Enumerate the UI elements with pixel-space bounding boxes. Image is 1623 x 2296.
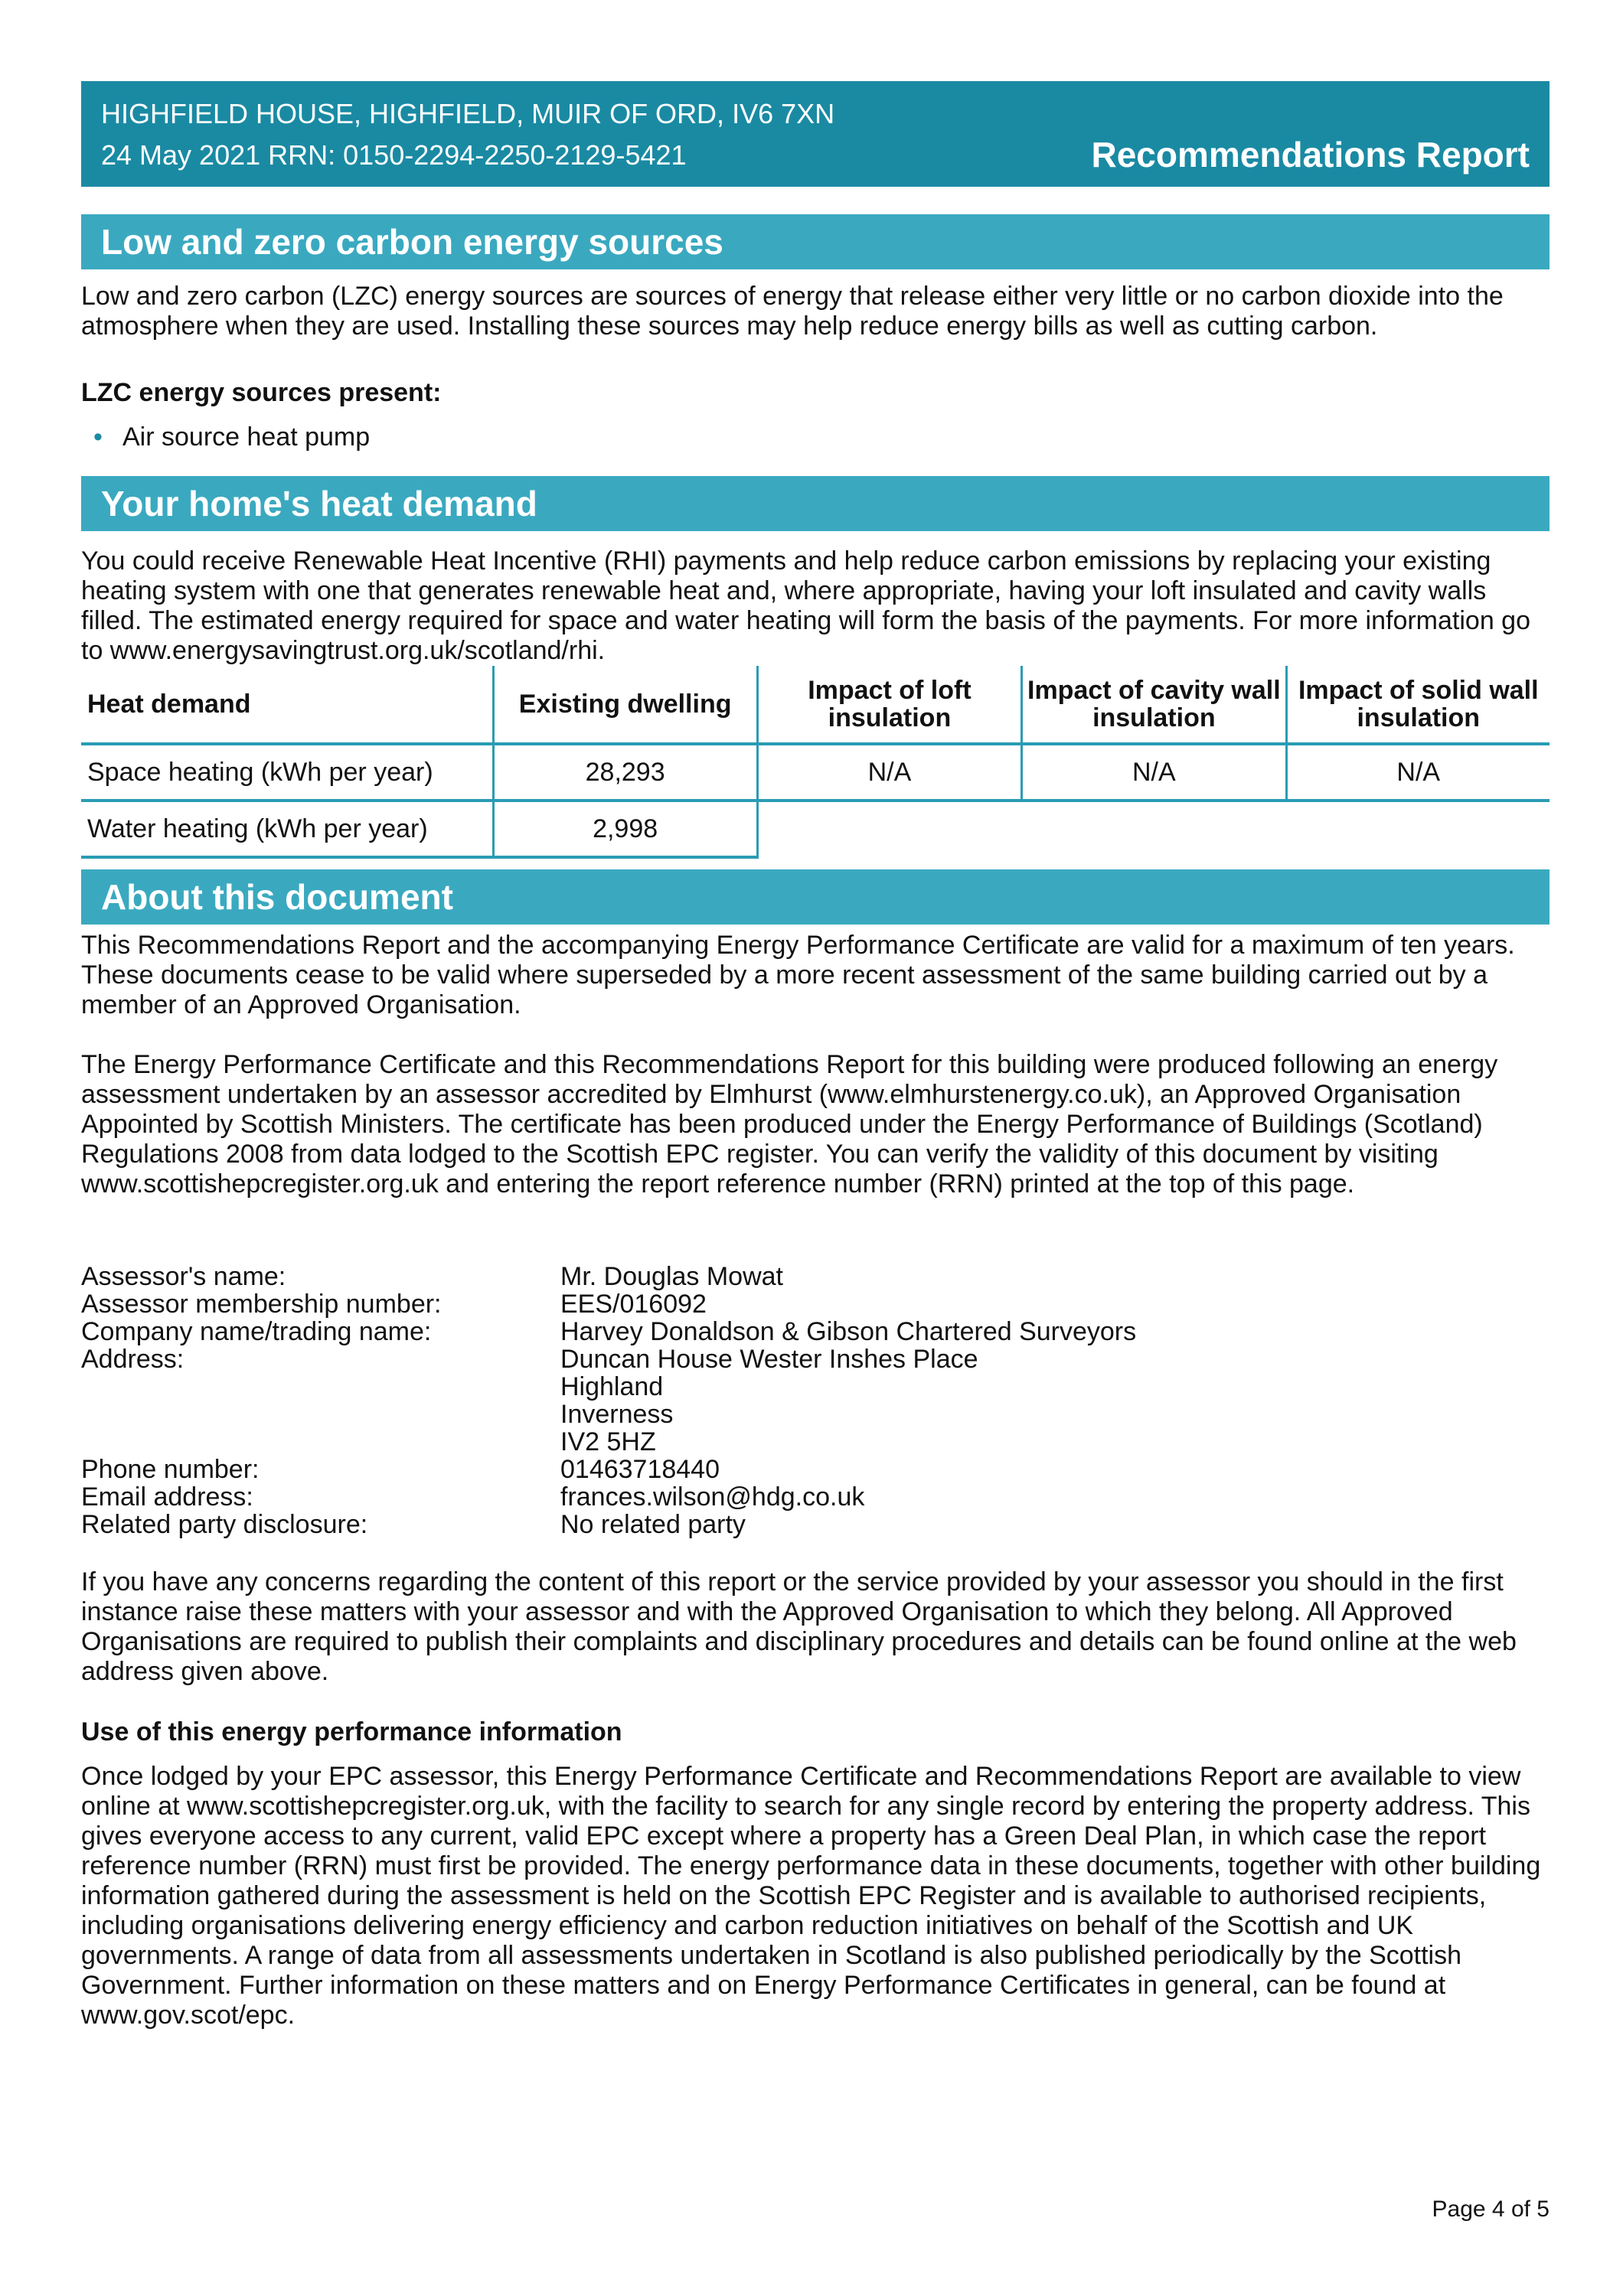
address-line: Highland: [560, 1372, 664, 1401]
assessor-details: [81, 1263, 1136, 1538]
address-line: Inverness: [560, 1400, 674, 1429]
assessor-name-label: Assessor's name:: [81, 1262, 286, 1291]
related-party-disclosure: No related party: [560, 1510, 746, 1539]
about-paragraph-1: This Recommendations Report and the accompanying Energy Performance Certificate are valid for a maximum of ten years. These documents cease to be valid where superseded by a more recent assessment of the same building carried out by a member of an Approved Organisation.: [81, 931, 1515, 1019]
date-rrn: 24 May 2021 RRN: 0150-2294-2250-2129-5421: [101, 139, 687, 171]
heat-demand-table: [81, 666, 1550, 859]
membership-label: Assessor membership number:: [81, 1290, 442, 1319]
lzc-intro: Low and zero carbon (LZC) energy sources are sources of energy that release either very little or no carbon dioxide into the atmosphere when they are used. Installing these sources may help reduce energy bills as well as cutting carbon.: [81, 282, 1504, 341]
email-address: frances.wilson@hdg.co.uk: [560, 1482, 865, 1512]
email-label: Email address:: [81, 1482, 253, 1512]
assessor-name: Mr. Douglas Mowat: [560, 1262, 783, 1291]
table-header-row: [81, 666, 1550, 744]
lzc-present-label: LZC energy sources present:: [81, 378, 442, 407]
about-paragraph-4: Once lodged by your EPC assessor, this Energy Performance Certificate and Recommendations Report are available to view online at www.scottishepcregister.org.uk, with the facility to search for any single record by entering the property address. This gives everyone access to any current, valid EPC except where a property has a Green Deal Plan, in which case the report reference number (RRN) must first be provided. The energy performance data in these documents, together with other building information gathered during the assessment is held on the Scottish EPC Register and is available to authorised recipients, including organisations delivering energy efficiency and carbon reduction initiatives on behalf of the Scottish and UK governments. A range of data from all assessments undertaken in Scotland is also published periodically by the Scottish Government. Further information on these matters and on Energy Performance Certificates in general, can be found at www.gov.scot/epc.: [81, 1762, 1541, 2030]
section-heading-about: About this document: [81, 869, 1550, 925]
loft-value: N/A: [757, 744, 1021, 801]
section-heading-heat-demand: Your home's heat demand: [81, 476, 1550, 531]
address-label: Address:: [81, 1345, 185, 1374]
page-number: Page 4 of 5: [1432, 2197, 1550, 2222]
existing-value: 2,998: [493, 801, 757, 857]
solid-value: N/A: [1286, 744, 1550, 801]
report-header-bar: [81, 81, 1550, 187]
address-line: IV2 5HZ: [560, 1427, 656, 1456]
existing-value: 28,293: [493, 744, 757, 801]
report-title: Recommendations Report: [1091, 135, 1530, 174]
about-paragraph-3: If you have any concerns regarding the content of this report or the service provided by your assessor you should in the first instance raise these matters with your assessor and with the Approved Organisation to which they belong. All Approved Organisations are required to publish their complaints and disciplinary procedures and details can be found online at the web address given above.: [81, 1567, 1517, 1686]
column-header: Impact of cavity wall insulation: [1022, 666, 1286, 744]
lzc-list-item: • Air source heat pump: [93, 422, 371, 452]
row-label: Space heating (kWh per year): [81, 744, 493, 801]
bullet-dot-icon: •: [93, 422, 103, 452]
heat-demand-intro: You could receive Renewable Heat Incentive (RHI) payments and help reduce carbon emissions by replacing your existing heating system with one that generates renewable heat and, where appropriate, having your loft insulated and cavity walls filled. The estimated energy required for space and water heating will form the basis of the payments. For more information go to www.energysavingtrust.org.uk/scotland/rhi.: [81, 546, 1530, 665]
column-header: Impact of solid wall insulation: [1286, 666, 1550, 744]
property-address: HIGHFIELD HOUSE, HIGHFIELD, MUIR OF ORD, IV6 7XN: [101, 98, 835, 129]
company-name: Harvey Donaldson & Gibson Chartered Surveyors: [560, 1317, 1137, 1346]
use-heading: Use of this energy performance information: [81, 1717, 622, 1746]
about-paragraph-2: The Energy Performance Certificate and this Recommendations Report for this building were produced following an energy assessment undertaken by an assessor accredited by Elmhurst (www.elmhurstenergy.co.uk), an Approved Organisation Appointed by Scottish Ministers. The certificate has been produced under the Energy Performance of Buildings (Scotland) Regulations 2008 from data lodged to the Scottish EPC register. You can verify the validity of this document by visiting www.scottishepcregister.org.uk and entering the report reference number (RRN) printed at the top of this page.: [81, 1050, 1498, 1199]
cavity-value: N/A: [1022, 744, 1286, 801]
phone-number: 01463718440: [560, 1455, 720, 1484]
address-line: Duncan House Wester Inshes Place: [560, 1345, 978, 1374]
column-header: Existing dwelling: [493, 666, 757, 744]
section-heading-lzc: Low and zero carbon energy sources: [81, 214, 1550, 269]
disclosure-label: Related party disclosure:: [81, 1510, 368, 1539]
column-header: Heat demand: [81, 666, 493, 744]
table-row: [81, 801, 1550, 857]
phone-label: Phone number:: [81, 1455, 260, 1484]
table-row: [81, 744, 1550, 801]
row-label: Water heating (kWh per year): [81, 801, 493, 857]
company-label: Company name/trading name:: [81, 1317, 432, 1346]
membership-number: EES/016092: [560, 1290, 707, 1319]
column-header: Impact of loft insulation: [757, 666, 1021, 744]
